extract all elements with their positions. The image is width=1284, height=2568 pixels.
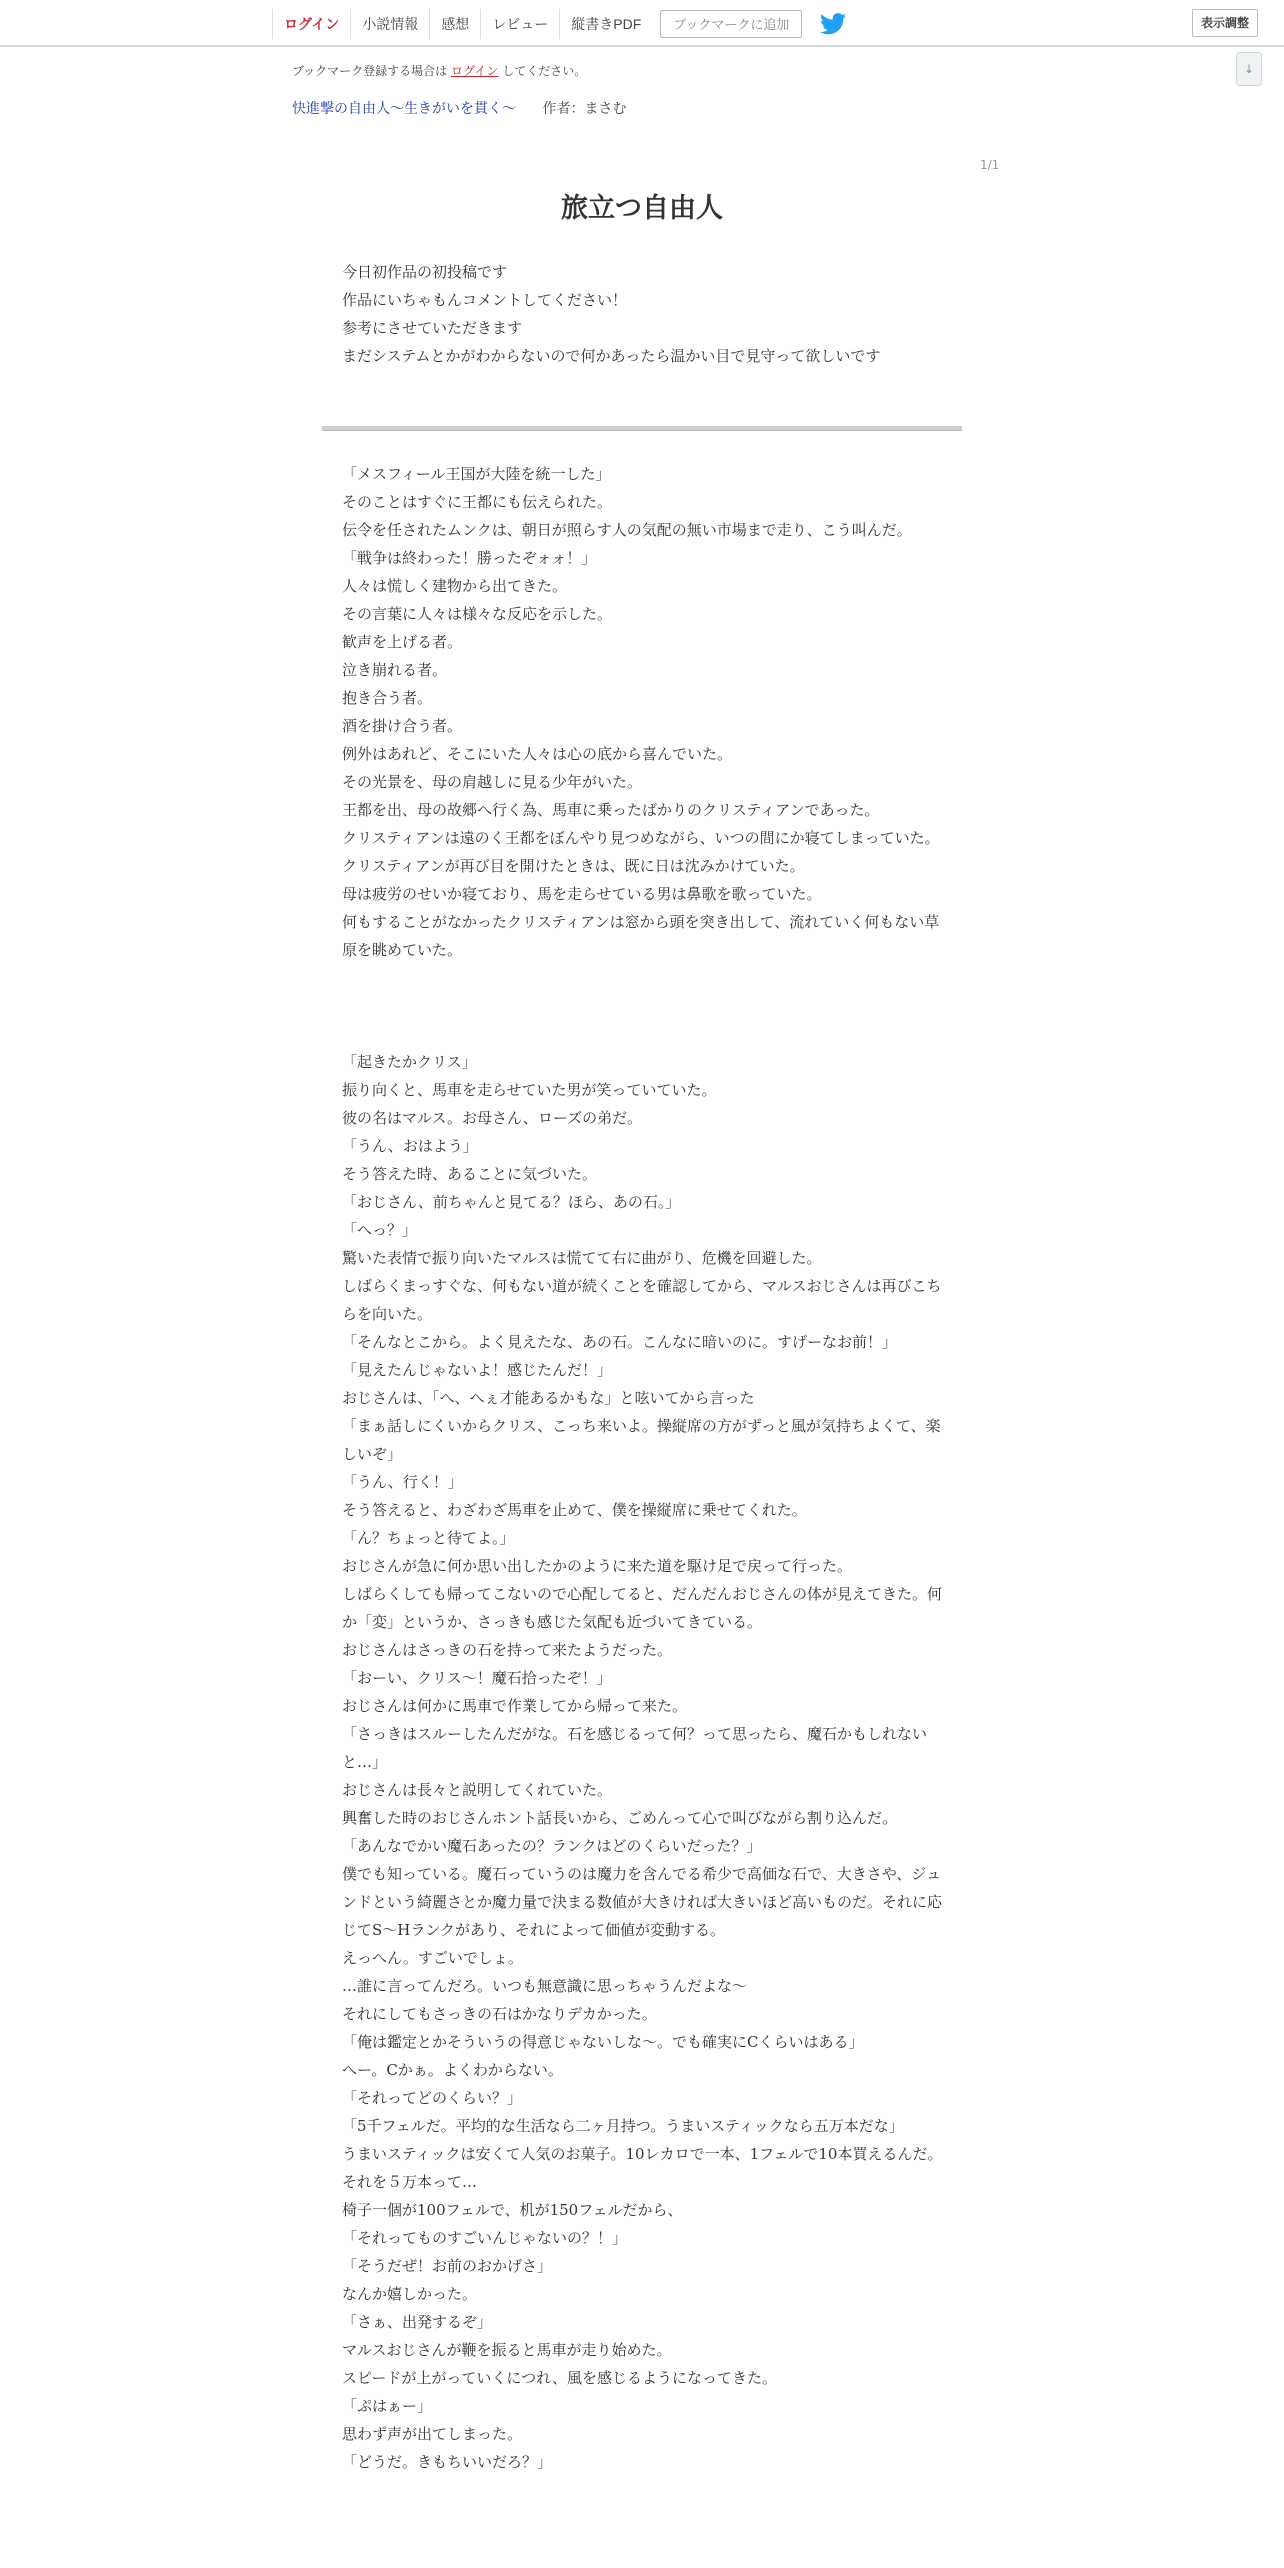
body-line: へー。Cかぁ。よくわからない。 [342,2061,563,2079]
body-line: 泣き崩れる者。 [342,661,448,679]
body-line: …誰に言ってんだろ。いつも無意識に思っちゃうんだよな〜 [342,1977,748,1995]
author-name: 作者：まさむ [542,101,627,117]
notice-text-after: してください。 [502,64,587,78]
body-line: 母は疲労のせいか寝ており、馬を走らせている男は鼻歌を歌っていた。 [342,885,822,903]
body-line: 「ぷはぁー」 [342,2397,433,2415]
body-line: えっへん。すごいでしょ。 [342,1949,523,1967]
body-line: おじさんは長々と説明してくれていた。 [342,1781,613,1799]
body-part-1 [342,460,954,964]
preface-line: 作品にいちゃもんコメントしてください！ [342,291,628,309]
body-line: 「5千フェルだ。平均的な生活なら二ヶ月持つ。うまいスティックなら五万本だな」 [342,2117,904,2135]
body-line: 「へっ？」 [342,1221,418,1239]
body-line: 「そうだぜ！お前のおかげさ」 [342,2257,553,2275]
top-nav [0,0,1284,47]
body-line: 抱き合う者。 [342,689,433,707]
body-line: おじさんが急に何か思い出したかのように来た道を駆け足で戻って行った。 [342,1557,853,1575]
body-part-2 [342,1048,954,2476]
body-line: そのことはすぐに王都にも伝えられた。 [342,493,613,511]
body-line: 思わず声が出てしまった。 [342,2425,523,2443]
body-line: 「俺は鑑定とかそういうの得意じゃないしな〜。でも確実にCくらいはある」 [342,2033,864,2051]
body-line: 「メスフィール王国が大陸を統一した」 [342,465,611,483]
body-line: 「さっきはスルーしたんだがな。石を感じるって何？って思ったら、魔石かもしれないと…」 [342,1725,928,1771]
twitter-icon[interactable] [820,13,846,35]
nav-login[interactable]: ログイン [272,9,350,39]
series-title-link[interactable]: 快進撃の自由人〜生きがいを貫く〜 [292,101,516,117]
body-line: そう答えた時、あることに気づいた。 [342,1165,598,1183]
body-line: 「そんなとこから。よく見えたな、あの石。こんなに暗いのに。すげーなお前！」 [342,1333,898,1351]
body-line: クリスティアンが再び目を開けたときは、既に日は沈みかけていた。 [342,857,805,875]
display-settings-button[interactable]: 表示調整 [1192,9,1258,37]
scroll-down-tab[interactable]: ↓ [1236,52,1262,86]
body-line: 「戦争は終わった！勝ったぞォォ！」 [342,549,597,567]
body-line: なんか嬉しかった。 [342,2285,478,2303]
body-line: 「ん？ちょっと待てよ。」 [342,1529,515,1547]
body-line: うまいスティックは安くて人気のお菓子。10レカロで一本、1フェルで10本買えるんだ。 [342,2145,943,2163]
nav-list [272,8,846,40]
body-line: そう答えると、わざわざ馬車を止めて、僕を操縦席に乗せてくれた。 [342,1501,807,1519]
nav-novel-info[interactable]: 小説情報 [350,9,429,39]
body-line: クリスティアンは遠のく王都をぼんやり見つめながら、いつの間にか寝てしまっていた。 [342,829,940,847]
body-line: それを５万本って… [342,2173,478,2191]
novel-body [342,460,954,2476]
body-line: 伝令を任されたムンクは、朝日が照らす人の気配の無い市場まで走り、こう叫んだ。 [342,521,912,539]
scene-break [342,964,954,1048]
notice-text-before: ブックマーク登録する場合は [292,64,448,78]
body-line: その光景を、母の肩越しに見る少年がいた。 [342,773,643,791]
bookmark-notice [292,62,586,79]
body-line: 「それってどのくらい？」 [342,2089,523,2107]
body-line: マルスおじさんが鞭を振ると馬車が走り始めた。 [342,2341,672,2359]
body-line: 椅子一個が100フェルで、机が150フェルだから、 [342,2201,683,2219]
body-line: 彼の名はマルス。お母さん、ローズの弟だ。 [342,1109,643,1127]
body-line: 王都を出、母の故郷へ行く為、馬車に乗ったばかりのクリスティアンであった。 [342,801,880,819]
nav-vertical-pdf[interactable]: 縦書きPDF [559,9,652,39]
body-line: 「どうだ。きもちいいだろ？」 [342,2453,553,2471]
body-line: それにしてもさっきの石はかなりデカかった。 [342,2005,657,2023]
body-line: スピードが上がっていくにつれ、風を感じるようになってきた。 [342,2369,778,2387]
body-line: おじさんは、「へ、へぇ才能あるかもな」と呟いてから言った [342,1389,755,1407]
body-line: 「うん、行く！」 [342,1473,463,1491]
body-line: 振り向くと、馬車を走らせていた男が笑っていていた。 [342,1081,717,1099]
preface-line: 今日初作品の初投稿です [342,263,508,281]
body-line: 「起きたかクリス」 [342,1053,477,1071]
body-line: 歓声を上げる者。 [342,633,463,651]
series-info [292,98,626,118]
body-line: 僕でも知っている。魔石っていうのは魔力を含んでる希少で高価な石で、大きさや、ジュンドという綺麗さとか魔力量で決まる数値が大きければ大きいほど高いものだ。それに応じてS〜Hランクがあり、それによって価値が変動する。 [342,1865,943,1939]
preface-line: まだシステムとかがわからないので何かあったら温かい目で見守って欲しいです [342,347,881,365]
page-number: 1/1 [980,158,1000,172]
nav-review[interactable]: レビュー [480,9,559,39]
body-line: その言葉に人々は様々な反応を示した。 [342,605,613,623]
body-line: 酒を掛け合う者。 [342,717,463,735]
body-line: 「あんなでかい魔石あったの？ランクはどのくらいだった？」 [342,1837,762,1855]
body-line: 「おーい、クリス〜！魔石拾ったぞ！」 [342,1669,612,1687]
add-bookmark-button[interactable]: ブックマークに追加 [660,10,802,38]
body-line: 驚いた表情で振り向いたマルスは慌てて右に曲がり、危機を回避した。 [342,1249,822,1267]
body-line: 人々は慌しく建物から出てきた。 [342,577,568,595]
chapter-title: 旅立つ自由人 [561,193,723,224]
body-line: 何もすることがなかったクリスティアンは窓から頭を突き出して、流れていく何もない草原を眺めていた。 [342,913,940,959]
notice-login-link[interactable]: ログイン [451,64,499,78]
nav-impressions[interactable]: 感想 [429,9,480,39]
body-line: 「おじさん、前ちゃんと見てる？ほら、あの石。」 [342,1193,681,1211]
body-line: 例外はあれど、そこにいた人々は心の底から喜んでいた。 [342,745,733,763]
preface-divider [322,426,962,431]
preface [342,258,962,370]
body-line: おじさんはさっきの石を持って来たようだった。 [342,1641,673,1659]
body-line: 「見えたんじゃないよ！感じたんだ！」 [342,1361,613,1379]
body-line: おじさんは何かに馬車で作業してから帰って来た。 [342,1697,688,1715]
body-line: しばらくしても帰ってこないので心配してると、だんだんおじさんの体が見えてきた。何か「変」というか、さっきも感じた気配も近づいてきている。 [342,1585,943,1631]
body-line: 「それってものすごいんじゃないの？！」 [342,2229,628,2247]
body-line: 「さぁ、出発するぞ」 [342,2313,493,2331]
body-line: しばらくまっすぐな、何もない道が続くことを確認してから、マルスおじさんは再びこちらを向いた。 [342,1277,942,1323]
body-line: 「まぁ話しにくいからクリス、こっち来いよ。操縦席の方がずっと風が気持ちよくて、楽しいぞ」 [342,1417,941,1463]
preface-line: 参考にさせていただきます [342,319,523,337]
body-line: 「うん、おはよう」 [342,1137,478,1155]
body-line: 興奮した時のおじさんホント話長いから、ごめんって心で叫びながら割り込んだ。 [342,1809,898,1827]
